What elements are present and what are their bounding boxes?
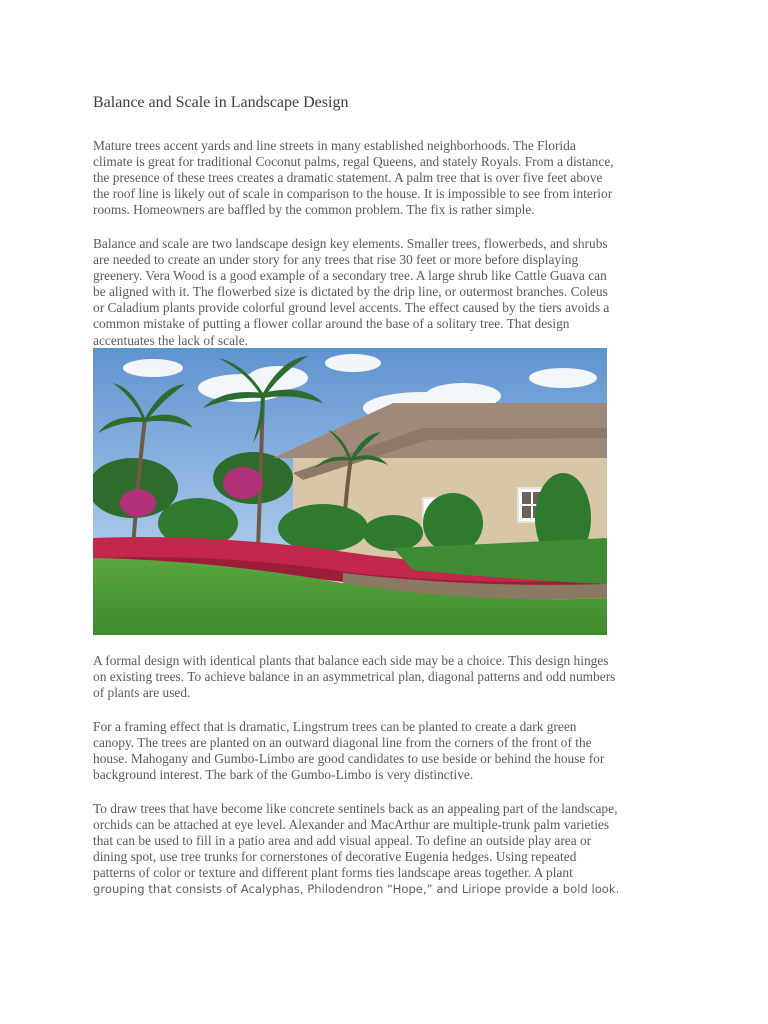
- paragraph-5: [93, 801, 683, 898]
- paragraph-line: of plants are used.: [93, 685, 191, 701]
- paragraph-2: [93, 236, 683, 349]
- paragraph-line: the presence of these trees creates a dramatic statement. A palm tree that is over five feet above: [93, 170, 603, 186]
- paragraph-line: canopy. The trees are planted on an outward diagonal line from the corners of the front of the: [93, 735, 592, 751]
- paragraph-line: A formal design with identical plants that balance each side may be a choice. This design hinges: [93, 653, 609, 668]
- paragraph-line: Balance and scale are two landscape design key elements. Smaller trees, flowerbeds, and shrubs: [93, 236, 608, 251]
- paragraph-line: accentuates the lack of scale.: [93, 332, 249, 348]
- paragraph-line: Mature trees accent yards and line streets in many established neighborhoods. The Florida: [93, 138, 576, 153]
- paragraph-line: background interest. The bark of the Gumbo-Limbo is very distinctive.: [93, 767, 474, 783]
- paragraph-line: For a framing effect that is dramatic, Lingstrum trees can be planted to create a dark green: [93, 719, 577, 734]
- paragraph-line: rooms. Homeowners are baffled by the common problem. The fix is rather simple.: [93, 202, 535, 218]
- house-landscape-illustration: [93, 348, 607, 635]
- paragraph-line: on existing trees. To achieve balance in an asymmetrical plan, diagonal patterns and odd numbers: [93, 669, 616, 685]
- paragraph-line: are needed to create an under story for any trees that rise 30 feet or more before displaying: [93, 252, 579, 268]
- paragraph-line: be aligned with it. The flowerbed size is dictated by the drip line, or outermost branches. Coleus: [93, 284, 608, 300]
- paragraph-line: that can be used to fill in a patio area and add visual appeal. To define an outside play area or: [93, 833, 592, 849]
- paragraph-line: greenery. Vera Wood is a good example of a secondary tree. A large shrub like Cattle Guava can: [93, 268, 607, 284]
- paragraph-line: grouping that consists of Acalyphas, Philodendron “Hope,” and Liriope provide a bold look.: [93, 882, 620, 897]
- paragraph-line: or Caladium plants provide colorful ground level accents. The effect caused by the tiers avoids a: [93, 300, 610, 316]
- document-title: Balance and Scale in Landscape Design: [93, 94, 349, 111]
- paragraph-1: [93, 138, 683, 218]
- paragraph-line: orchids can be attached at eye level. Alexander and MacArthur are multiple-trunk palm varieties: [93, 817, 610, 833]
- paragraph-line: common mistake of putting a flower collar around the base of a solitary tree. That design: [93, 316, 570, 332]
- paragraph-line: house. Mahogany and Gumbo-Limbo are good candidates to use beside or behind the house for: [93, 751, 605, 767]
- paragraph-line: the roof line is likely out of scale in comparison to the house. It is impossible to see from interior: [93, 186, 613, 202]
- paragraph-3: [93, 653, 683, 701]
- paragraph-line: climate is great for traditional Coconut palms, regal Queens, and stately Royals. From a distance,: [93, 154, 614, 170]
- paragraph-line: To draw trees that have become like concrete sentinels back as an appealing part of the landscape,: [93, 801, 618, 816]
- paragraph-line: dining spot, use tree trunks for cornerstones of decorative Eugenia hedges. Using repeated: [93, 849, 577, 865]
- landscape-photo: [93, 348, 607, 635]
- paragraph-4: [93, 719, 683, 783]
- paragraph-line: patterns of color or texture and different plant forms ties landscape areas together. A plant: [93, 865, 573, 881]
